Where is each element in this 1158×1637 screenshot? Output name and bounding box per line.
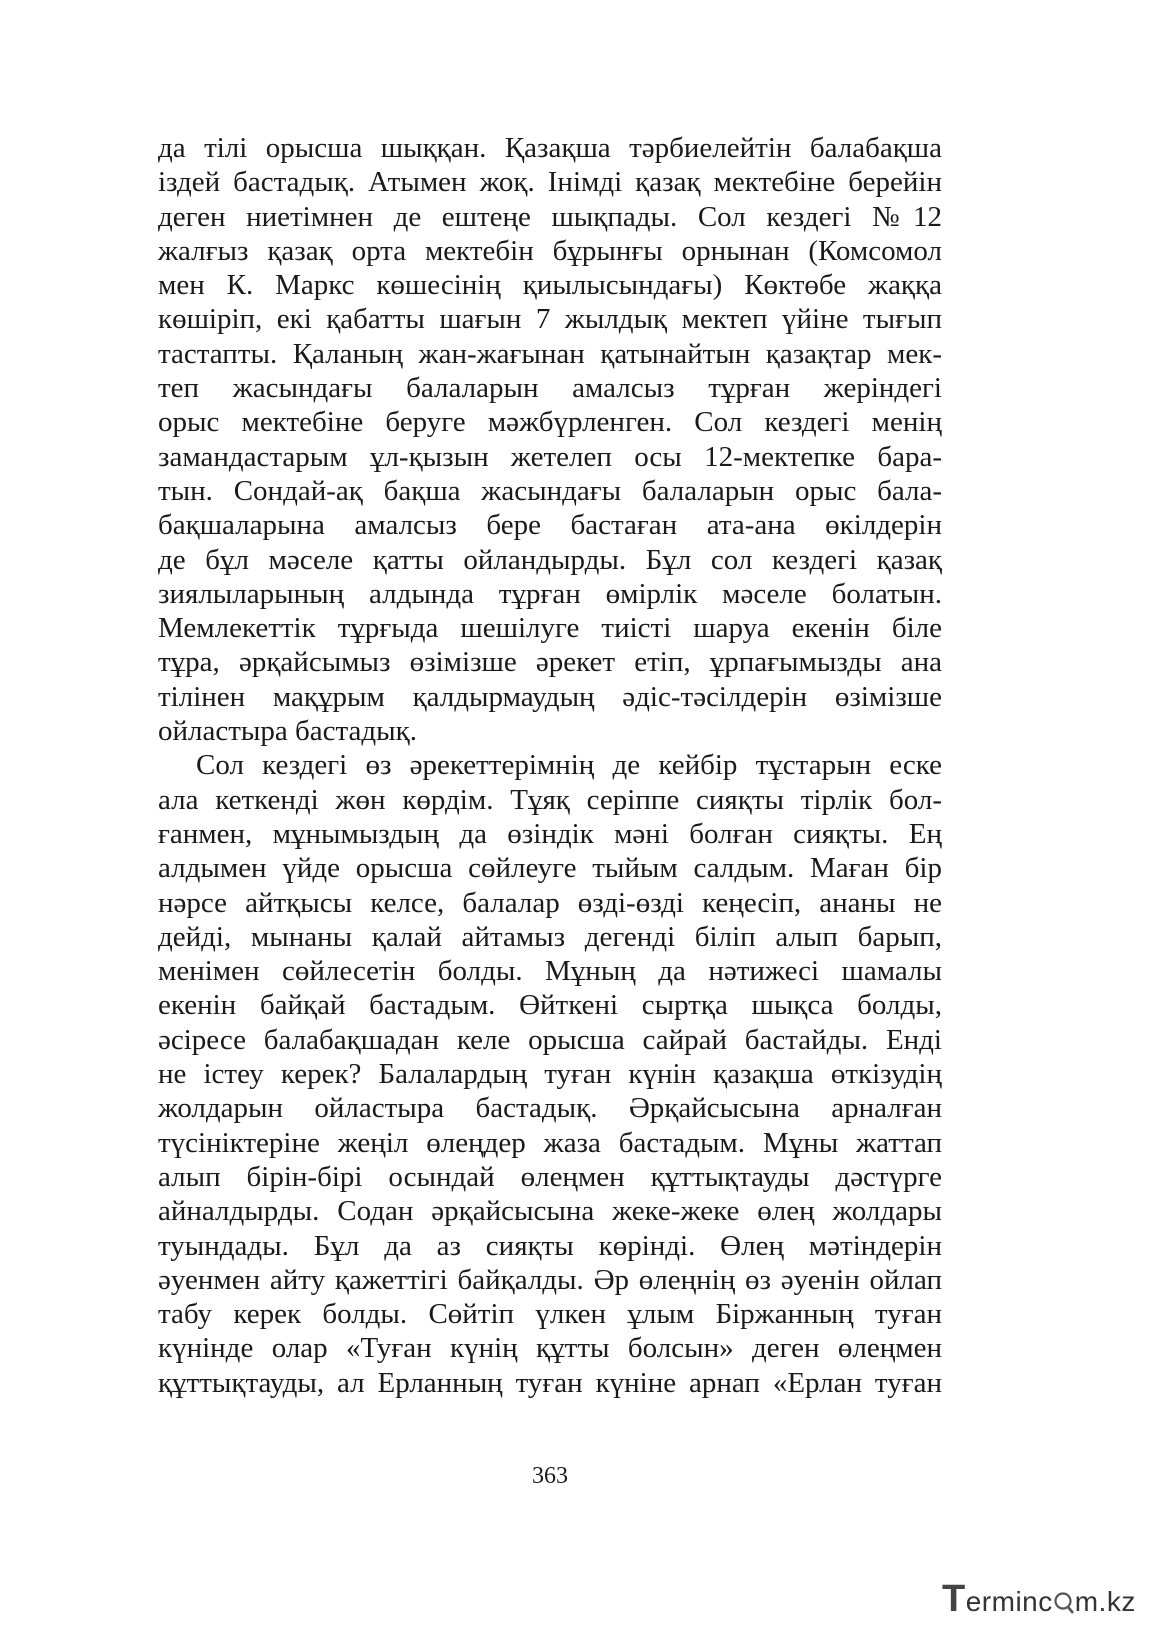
text-line: да тілі орысша шыққан. Қазақша тәрбиелейтін балабақша <box>158 132 942 164</box>
text-line: зиялыларының алдында тұрған өмірлік мәселе болатын. <box>158 577 942 610</box>
text-line: Мемлекеттік тұрғыда шешілуге тиісті шаруа екенін біле <box>158 612 942 645</box>
body-text <box>158 131 942 1400</box>
text-line: тілінен мақұрым қалдырмаудың әдіс-тәсілдерін өзімізше <box>158 680 942 713</box>
text-line: ойластыра бастадық. <box>158 715 417 748</box>
text-line: әсіресе балабақшадан келе орысша сайрай бастайды. Енді <box>158 1023 942 1056</box>
text-line: бақшаларына амалсыз бере бастаған ата-ана өкілдерін <box>158 509 942 542</box>
text-line: мен К. Маркс көшесінің қиылысындағы) Көктөбе жаққа <box>158 269 942 302</box>
text-line: тын. Сондай-ақ бақша жасындағы балаларын орыс бала- <box>158 474 942 507</box>
text-line: ғанмен, мұнымыздың да өзіндік мәні болған сияқты. Ең <box>158 817 942 850</box>
text-line: түсініктеріне жеңіл өлеңдер жаза бастадым. Мұны жаттап <box>158 1126 942 1159</box>
text-line: нәрсе айтқысы келсе, балалар өзді-өзді кеңесіп, ананы не <box>158 886 942 919</box>
text-line: айналдырды. Содан әрқайсысына жеке-жеке өлең жолдары <box>158 1195 942 1228</box>
text-line: жалғыз қазақ орта мектебін бұрынғы орнынан (Комсомол <box>158 234 942 267</box>
text-line: туындады. Бұл да аз сияқты көрінді. Өлең мәтіндерін <box>158 1229 942 1262</box>
text-line: күнінде олар «Туған күнің құтты болсын» деген өлеңмен <box>158 1332 942 1365</box>
watermark-text: erminc <box>965 1586 1053 1617</box>
text-line: көшіріп, екі қабатты шағын 7 жылдық мектеп үйіне тығып <box>158 303 942 336</box>
text-line: табу керек болды. Сөйтіп үлкен ұлым Біржанның туған <box>158 1298 942 1331</box>
text-line: замандастарым ұл-қызын жетелеп осы 12-мектепке бара- <box>158 440 942 473</box>
text-line: әуенмен айту қажеттігі байқалды. Әр өлеңнің өз әуенін ойлап <box>158 1263 942 1296</box>
text-line: ала кеткенді жөн көрдім. Тұяқ серіппе сияқты тірлік бол- <box>158 783 942 816</box>
magnifier-icon <box>1053 1590 1075 1622</box>
watermark-logo <box>942 1578 1142 1622</box>
text-line: тұра, әрқайсымыз өзімізше әрекет етіп, ұрпағымызды ана <box>158 646 942 679</box>
watermark-domain: m.kz <box>1074 1586 1136 1617</box>
text-line: теп жасындағы балаларын амалсыз тұрған жеріндегі <box>158 372 942 405</box>
text-line: де бұл мәселе қатты ойландырды. Бұл сол кездегі қазақ <box>158 543 942 576</box>
text-line: менімен сөйлесетін болды. Мұның да нәтижесі шамалы <box>158 955 942 988</box>
text-line: дейді, мынаны қалай айтамыз дегенді біліп алып барып, <box>158 920 942 953</box>
text-line: жолдарын ойластыра бастадық. Әрқайсысына арналған <box>158 1092 942 1125</box>
page-number: 363 <box>532 1463 568 1489</box>
text-line: не істеу керек? Балалардың туған күнін қазақша өткізудің <box>158 1058 942 1091</box>
text-line: іздей бастадық. Атымен жоқ. Інімді қазақ мектебіне берейін <box>158 166 942 199</box>
text-line: құттықтауды, ал Ерланның туған күніне арнап «Ерлан туған <box>158 1366 942 1399</box>
text-line: алдымен үйде орысша сөйлеуге тыйым салдым. Маған бір <box>158 852 942 885</box>
text-line: деген ниетімнен де ештеңе шықпады. Сол кездегі №12 <box>158 200 942 233</box>
watermark-initial: T <box>942 1578 966 1620</box>
text-line: екенін байқай бастадым. Өйткені сыртқа шықса болды, <box>158 989 942 1022</box>
text-line: Сол кездегі өз әрекеттерімнің де кейбір тұстарын еске <box>196 749 942 782</box>
text-line: орыс мектебіне беруге мәжбүрленген. Сол кездегі менің <box>158 406 942 439</box>
text-line: алып бірін-бірі осындай өлеңмен құттықтауды дәстүрге <box>158 1160 942 1193</box>
text-line: тастапты. Қаланың жан-жағынан қатынайтын қазақтар мек- <box>158 337 942 370</box>
